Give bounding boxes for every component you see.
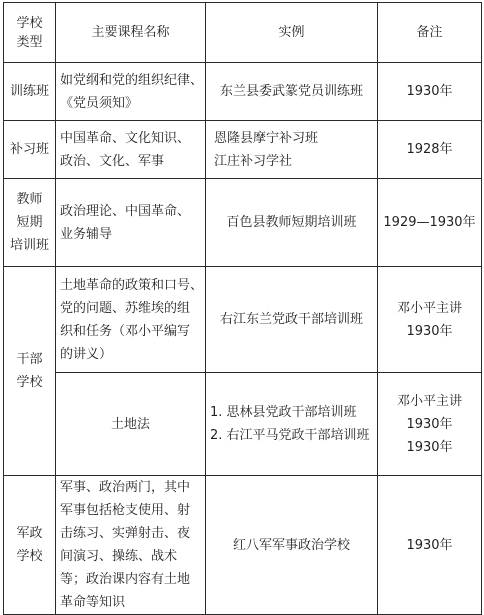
example-line: 右江东兰党政干部培训班	[219, 312, 363, 327]
table-row	[4, 179, 482, 267]
header-courses: 主要课程名称	[56, 3, 206, 63]
table-row	[4, 476, 482, 615]
courses-line: 土地革命的政策和口号、	[60, 277, 204, 293]
school-type-text: 训练班	[9, 84, 49, 99]
example-line: 东兰县委武篆党员训练班	[219, 84, 363, 99]
courses-line: 《党员须知》	[60, 95, 139, 111]
remark-line: 邓小平主讲	[396, 300, 462, 316]
courses-line: 革命等知识	[60, 595, 126, 610]
school-type-text: 教师	[16, 192, 43, 207]
school-type-cell	[4, 476, 56, 615]
courses-cell	[56, 63, 206, 121]
remark-line: 1928年	[406, 142, 453, 157]
example-line: 2. 右江平马党政干部培训班	[210, 428, 370, 443]
courses-line: 中国革命、文化知识、	[60, 130, 191, 146]
example-cell	[206, 373, 378, 476]
school-type-text: 学校	[16, 549, 43, 564]
courses-line: 如党纲和党的组织纪律、	[60, 72, 204, 88]
courses-line: 间演习、操练、战术	[60, 549, 178, 564]
courses-cell	[56, 121, 206, 179]
header-type-line: 类型	[16, 34, 43, 50]
courses-line: 织和任务（邓小平编写	[60, 323, 191, 339]
table-row	[4, 121, 482, 179]
school-type-cell	[4, 267, 56, 476]
remark-line: 1930年	[406, 537, 453, 553]
table-row	[4, 267, 482, 373]
header-remark: 备注	[378, 3, 482, 63]
courses-line: 击练习、实弹射击、夜	[60, 526, 191, 541]
courses-cell	[56, 267, 206, 373]
school-type-text: 军政	[16, 526, 43, 541]
example-line: 江庄补习学社	[214, 153, 293, 169]
courses-cell	[56, 373, 206, 476]
courses-cell	[56, 476, 206, 615]
remark-cell	[378, 373, 482, 476]
remark-cell	[378, 63, 482, 121]
school-type-text: 干部	[16, 352, 43, 367]
example-line: 百色县教师短期培训班	[226, 215, 357, 230]
example-cell	[206, 179, 378, 267]
remark-cell	[378, 476, 482, 615]
header-example: 实例	[206, 3, 378, 63]
remark-line: 1930年	[406, 439, 453, 455]
example-cell	[206, 121, 378, 179]
table-row	[4, 63, 482, 121]
remark-cell	[378, 267, 482, 373]
remark-cell	[378, 179, 482, 267]
courses-line: 军事、政治两门，其中	[60, 480, 191, 495]
courses-line: 军事包括枪支使用、射	[60, 503, 191, 518]
courses-cell	[56, 179, 206, 267]
example-line: 红八军军事政治学校	[232, 537, 350, 553]
example-cell	[206, 63, 378, 121]
school-type-text: 培训班	[9, 238, 49, 253]
example-cell	[206, 476, 378, 615]
courses-line: 政治理论、中国革命、	[60, 203, 191, 219]
school-type-text: 短期	[16, 215, 43, 230]
remark-cell	[378, 121, 482, 179]
example-cell	[206, 267, 378, 373]
example-line: 恩隆县摩宁补习班	[214, 130, 319, 146]
remark-line: 邓小平主讲	[396, 393, 462, 409]
school-type-cell	[4, 179, 56, 267]
remark-line: 1930年	[406, 323, 453, 339]
courses-line: 党的问题、苏维埃的组	[60, 300, 191, 316]
school-type-cell	[4, 63, 56, 121]
courses-line: 等；政治课内容有土地	[60, 572, 191, 587]
header-type-line: 学校	[16, 15, 43, 31]
courses-line: 土地法	[110, 416, 150, 432]
courses-line: 政治、文化、军事	[60, 153, 165, 169]
remark-line: 1930年	[406, 84, 453, 99]
courses-line: 业务辅导	[60, 226, 113, 242]
school-type-text: 补习班	[9, 142, 49, 157]
school-type-cell	[4, 121, 56, 179]
example-line: 1. 思林县党政干部培训班	[210, 405, 357, 420]
header-row	[4, 3, 482, 63]
school-type-text: 学校	[16, 375, 43, 390]
remark-line: 1929—1930年	[383, 215, 476, 230]
header-type	[4, 3, 56, 63]
courses-line: 的讲义）	[60, 346, 113, 362]
school-table	[3, 2, 482, 615]
table-row	[4, 373, 482, 476]
remark-line: 1930年	[406, 416, 453, 432]
